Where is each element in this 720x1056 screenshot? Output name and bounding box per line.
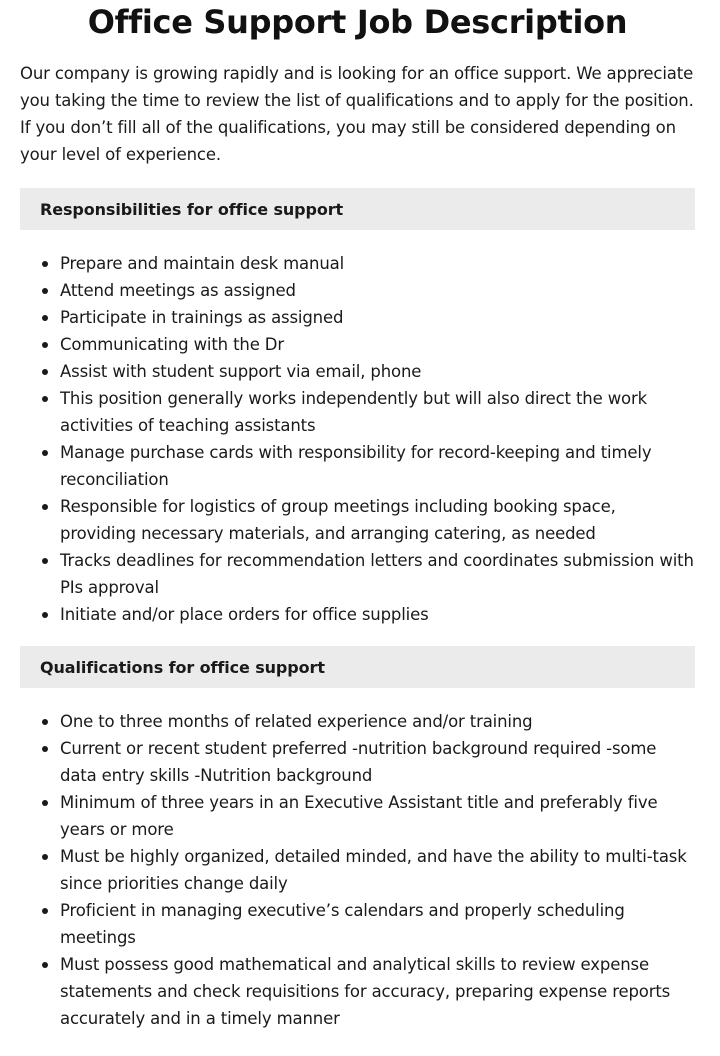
list-item-text: One to three months of related experience and/or training bbox=[60, 712, 533, 731]
list-item bbox=[20, 385, 695, 439]
list-item-text: Participate in trainings as assigned bbox=[60, 308, 344, 327]
bullet-icon bbox=[42, 746, 48, 752]
list-item bbox=[20, 358, 695, 385]
responsibilities-heading: Responsibilities for office support bbox=[20, 188, 695, 230]
list-item bbox=[20, 304, 695, 331]
responsibilities-list bbox=[20, 250, 695, 628]
list-item-text: Tracks deadlines for recommendation letters and coordinates submission with PIs approval bbox=[60, 551, 694, 597]
list-item bbox=[20, 843, 695, 897]
list-item-text: Must be highly organized, detailed minded, and have the ability to multi-task since priorities change daily bbox=[60, 847, 687, 893]
list-item-text: Minimum of three years in an Executive Assistant title and preferably five years or more bbox=[60, 793, 658, 839]
list-item-text: Proficient in managing executive’s calendars and properly scheduling meetings bbox=[60, 901, 625, 947]
list-item bbox=[20, 439, 695, 493]
list-item bbox=[20, 789, 695, 843]
bullet-icon bbox=[42, 396, 48, 402]
list-item bbox=[20, 331, 695, 358]
intro-paragraph: Our company is growing rapidly and is looking for an office support. We appreciate you taking the time to review the list of qualifications and to apply for the position. If you don’t fill all of the qualifications, you may still be considered depending on your level of experience. bbox=[20, 64, 694, 164]
bullet-icon bbox=[42, 908, 48, 914]
bullet-icon bbox=[42, 315, 48, 321]
bullet-icon bbox=[42, 800, 48, 806]
bullet-icon bbox=[42, 288, 48, 294]
qualifications-heading: Qualifications for office support bbox=[20, 646, 695, 688]
list-item-text: Manage purchase cards with responsibility for record-keeping and timely reconciliation bbox=[60, 443, 652, 489]
list-item bbox=[20, 897, 695, 951]
list-item-text: Communicating with the Dr bbox=[60, 335, 284, 354]
list-item-text: This position generally works independently but will also direct the work activities of teaching assistants bbox=[60, 389, 648, 435]
list-item bbox=[20, 735, 695, 789]
page-title: Office Support Job Description bbox=[87, 3, 628, 41]
bullet-icon bbox=[42, 342, 48, 348]
bullet-icon bbox=[42, 558, 48, 564]
list-item bbox=[20, 277, 695, 304]
list-item-text: Prepare and maintain desk manual bbox=[60, 254, 345, 273]
list-item-text: Assist with student support via email, phone bbox=[60, 362, 422, 381]
list-item bbox=[20, 250, 695, 277]
list-item-text: Responsible for logistics of group meetings including booking space, providing necessary materials, and arranging catering, as needed bbox=[60, 497, 616, 543]
qualifications-list bbox=[20, 708, 695, 1032]
list-item-text: Current or recent student preferred -nutrition background required -some data entry skills -Nutrition background bbox=[60, 739, 657, 785]
job-description-page bbox=[20, 0, 695, 1032]
list-item-text: Must possess good mathematical and analytical skills to review expense statements and check requisitions for accuracy, preparing expense reports accurately and in a timely manner bbox=[60, 955, 671, 1028]
list-item-text: Initiate and/or place orders for office supplies bbox=[60, 605, 429, 624]
list-item bbox=[20, 547, 695, 601]
bullet-icon bbox=[42, 719, 48, 725]
list-item bbox=[20, 708, 695, 735]
list-item bbox=[20, 493, 695, 547]
list-item bbox=[20, 951, 695, 1032]
list-item bbox=[20, 601, 695, 628]
bullet-icon bbox=[42, 369, 48, 375]
bullet-icon bbox=[42, 261, 48, 267]
bullet-icon bbox=[42, 612, 48, 618]
bullet-icon bbox=[42, 504, 48, 510]
bullet-icon bbox=[42, 962, 48, 968]
list-item-text: Attend meetings as assigned bbox=[60, 281, 296, 300]
bullet-icon bbox=[42, 450, 48, 456]
bullet-icon bbox=[42, 854, 48, 860]
